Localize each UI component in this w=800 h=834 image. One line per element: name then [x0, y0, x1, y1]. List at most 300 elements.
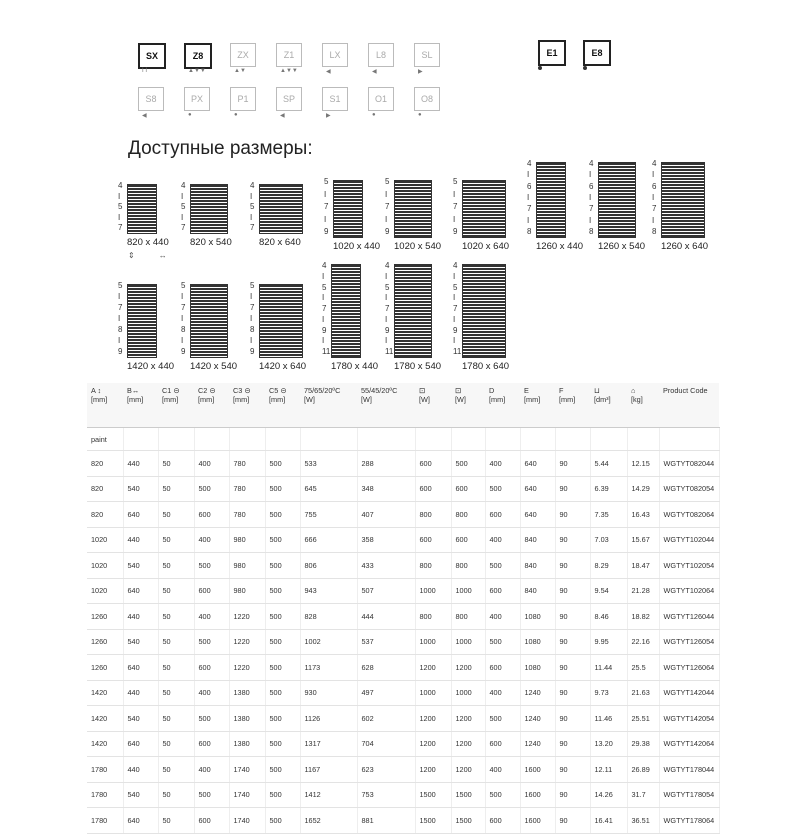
- table-cell: 600: [451, 527, 485, 553]
- empty-cell: [158, 428, 194, 451]
- scale-mark: 5: [385, 177, 390, 186]
- column-header-label: 55/45/20ºC: [361, 386, 398, 395]
- scale-mark: I: [322, 271, 325, 281]
- table-cell: 21.63: [627, 680, 659, 706]
- table-cell: 500: [265, 782, 300, 808]
- column-header: [555, 383, 590, 428]
- scale-mark: I: [250, 191, 253, 201]
- table-cell: 1740: [229, 782, 265, 808]
- table-cell: 600: [451, 476, 485, 502]
- table-cell: 500: [265, 502, 300, 528]
- table-cell: 628: [357, 655, 415, 681]
- scale-mark: 8: [181, 325, 186, 334]
- table-cell: 1220: [229, 604, 265, 630]
- scale-mark: I: [181, 191, 184, 201]
- connection-mark: ◀: [280, 113, 285, 119]
- connection-option-o8: O8: [414, 87, 440, 111]
- scale-mark: I: [118, 212, 121, 222]
- table-cell: 1780: [87, 808, 123, 834]
- table-cell: 400: [485, 604, 520, 630]
- size-label: 1260 x 640: [661, 241, 709, 252]
- table-row: [87, 731, 719, 757]
- column-header: [357, 383, 415, 428]
- radiator-drawing: [259, 284, 303, 358]
- connection-mark: ◀: [142, 113, 147, 119]
- column-header-unit: [mm]: [559, 395, 576, 404]
- table-cell: 500: [194, 629, 229, 655]
- table-cell: 943: [300, 578, 357, 604]
- table-row: [87, 782, 719, 808]
- connection-option-lx: LX: [322, 43, 348, 67]
- scale-mark: I: [118, 191, 121, 201]
- paint-row: [87, 428, 719, 451]
- scale-mark: I: [589, 215, 592, 225]
- scale-mark: I: [385, 336, 388, 346]
- table-cell: 930: [300, 680, 357, 706]
- table-cell: 500: [265, 578, 300, 604]
- scale-mark: 5: [322, 282, 327, 292]
- scale-mark: 5: [453, 177, 458, 186]
- table-row: [87, 808, 719, 834]
- table-cell: 800: [415, 553, 451, 579]
- connection-mark: I I: [142, 68, 148, 74]
- radiator-drawing: [127, 184, 157, 234]
- table-cell: 640: [520, 476, 555, 502]
- scale-mark: I: [453, 314, 456, 324]
- table-cell: 18.47: [627, 553, 659, 579]
- table-cell: 90: [555, 578, 590, 604]
- table-cell: 90: [555, 629, 590, 655]
- table-cell: 1200: [451, 731, 485, 757]
- table-cell: 50: [158, 680, 194, 706]
- table-cell: 288: [357, 451, 415, 477]
- table-cell: 1173: [300, 655, 357, 681]
- table-cell: 8.46: [590, 604, 627, 630]
- table-cell: 14.29: [627, 476, 659, 502]
- connection-option-p1: P1: [230, 87, 256, 111]
- table-cell: WGTYT082054: [659, 476, 719, 502]
- table-cell: WGTYT142054: [659, 706, 719, 732]
- scale-mark: 9: [453, 227, 458, 236]
- table-cell: 600: [485, 578, 520, 604]
- scale-mark: I: [385, 293, 388, 303]
- size-label: 820 x 640: [259, 237, 301, 248]
- table-cell: 25.51: [627, 706, 659, 732]
- table-cell: 500: [265, 731, 300, 757]
- table-cell: 50: [158, 808, 194, 834]
- table-cell: 50: [158, 502, 194, 528]
- connection-mark: ▲▼▼: [188, 68, 206, 74]
- scale-mark: I: [385, 189, 388, 199]
- scale-mark: 5: [118, 281, 123, 290]
- column-header-unit: [mm]: [91, 395, 108, 404]
- scale-mark: I: [181, 292, 184, 301]
- table-cell: 9.54: [590, 578, 627, 604]
- spec-table: [87, 383, 720, 834]
- size-label: 1020 x 640: [462, 241, 510, 252]
- table-cell: 50: [158, 604, 194, 630]
- size-label: 1420 x 640: [259, 361, 307, 372]
- connection-mark: ●: [418, 112, 422, 118]
- size-label: 1020 x 440: [333, 241, 381, 252]
- table-cell: 600: [485, 655, 520, 681]
- column-header: [229, 383, 265, 428]
- table-cell: 50: [158, 527, 194, 553]
- scale-mark: I: [250, 292, 253, 301]
- table-cell: 704: [357, 731, 415, 757]
- table-row: [87, 680, 719, 706]
- scale-mark: 5: [324, 177, 329, 186]
- table-row: [87, 578, 719, 604]
- table-cell: 400: [485, 757, 520, 783]
- radiator-drawing: [394, 264, 432, 358]
- table-cell: 400: [194, 451, 229, 477]
- table-cell: 500: [194, 706, 229, 732]
- width-icon: ↔: [158, 251, 167, 260]
- electric-option-e1: E1: [538, 40, 566, 66]
- table-cell: 90: [555, 451, 590, 477]
- table-cell: 500: [485, 629, 520, 655]
- table-cell: 1380: [229, 731, 265, 757]
- scale-mark: 7: [181, 223, 186, 232]
- size-label: 1260 x 440: [536, 241, 584, 252]
- table-cell: 1002: [300, 629, 357, 655]
- scale-mark: 7: [250, 223, 255, 232]
- table-cell: 840: [520, 578, 555, 604]
- scale-mark: I: [453, 271, 456, 281]
- scale-mark: 9: [385, 325, 390, 335]
- table-cell: 12.11: [590, 757, 627, 783]
- connection-option-sl: SL: [414, 43, 440, 67]
- scale-mark: 9: [324, 227, 329, 236]
- scale-mark: I: [118, 314, 121, 323]
- table-cell: 90: [555, 782, 590, 808]
- column-header-label: ⌂: [631, 386, 636, 395]
- radiator-drawing: [661, 162, 705, 238]
- table-cell: 800: [415, 502, 451, 528]
- table-cell: 400: [194, 604, 229, 630]
- table-cell: 600: [194, 502, 229, 528]
- empty-cell: [659, 428, 719, 451]
- table-cell: 90: [555, 553, 590, 579]
- table-cell: 1600: [520, 808, 555, 834]
- empty-cell: [415, 428, 451, 451]
- scale-mark: I: [385, 271, 388, 281]
- column-header-label: C1 ⊝: [162, 386, 180, 395]
- table-row: [87, 502, 719, 528]
- column-header-label: D: [489, 386, 495, 395]
- table-cell: 1220: [229, 629, 265, 655]
- column-header-label: F: [559, 386, 564, 395]
- heating-element-icon: [583, 66, 587, 70]
- table-cell: 9.73: [590, 680, 627, 706]
- table-cell: 1220: [229, 655, 265, 681]
- column-header-unit: [W]: [304, 395, 315, 404]
- table-cell: WGTYT082044: [659, 451, 719, 477]
- scale-mark: 7: [324, 202, 329, 211]
- table-cell: 500: [265, 808, 300, 834]
- table-row: [87, 706, 719, 732]
- scale-mark: I: [322, 314, 325, 324]
- size-label: 1780 x 540: [394, 361, 442, 372]
- table-cell: 800: [415, 604, 451, 630]
- table-cell: 540: [123, 476, 158, 502]
- table-cell: 640: [520, 451, 555, 477]
- dimension-icons: [128, 251, 167, 260]
- scale-mark: I: [589, 193, 592, 202]
- table-cell: 780: [229, 502, 265, 528]
- table-cell: 800: [451, 502, 485, 528]
- table-cell: 90: [555, 604, 590, 630]
- size-label: 1260 x 540: [598, 241, 646, 252]
- table-cell: 400: [194, 527, 229, 553]
- scale-mark: 8: [250, 325, 255, 334]
- scale-mark: 5: [385, 282, 390, 292]
- table-cell: 90: [555, 476, 590, 502]
- table-row: [87, 476, 719, 502]
- table-cell: 507: [357, 578, 415, 604]
- height-icon: ⇕: [128, 251, 135, 260]
- column-header: [627, 383, 659, 428]
- column-header-unit: [mm]: [198, 395, 215, 404]
- column-header: [265, 383, 300, 428]
- column-header: [415, 383, 451, 428]
- table-cell: 828: [300, 604, 357, 630]
- empty-cell: [194, 428, 229, 451]
- table-cell: 500: [265, 706, 300, 732]
- table-cell: 645: [300, 476, 357, 502]
- table-cell: 400: [485, 451, 520, 477]
- table-cell: 440: [123, 604, 158, 630]
- table-cell: 500: [265, 553, 300, 579]
- table-cell: 1200: [451, 706, 485, 732]
- scale-mark: I: [118, 336, 121, 345]
- radiator-drawing: [259, 184, 303, 234]
- scale-mark: 5: [118, 202, 123, 211]
- table-cell: 1600: [520, 782, 555, 808]
- table-cell: 1080: [520, 604, 555, 630]
- table-cell: 1167: [300, 757, 357, 783]
- table-cell: 1420: [87, 680, 123, 706]
- connection-mark: ●: [372, 112, 376, 118]
- connection-option-sx: SX: [138, 43, 166, 69]
- scale-mark: I: [250, 336, 253, 345]
- table-cell: 600: [415, 451, 451, 477]
- table-cell: 1080: [520, 629, 555, 655]
- column-header: [300, 383, 357, 428]
- table-row: [87, 629, 719, 655]
- connection-mark: ◀: [326, 69, 331, 75]
- table-cell: 1020: [87, 578, 123, 604]
- column-header-unit: [W]: [419, 395, 430, 404]
- scale-mark: 11: [453, 347, 462, 356]
- scale-mark: I: [527, 215, 530, 225]
- empty-cell: [485, 428, 520, 451]
- table-cell: 640: [123, 578, 158, 604]
- column-header-unit: [W]: [361, 395, 372, 404]
- table-cell: 50: [158, 655, 194, 681]
- table-cell: 1780: [87, 782, 123, 808]
- scale-mark: 4: [453, 261, 458, 270]
- size-label: 1780 x 640: [462, 361, 510, 372]
- column-header: [590, 383, 627, 428]
- table-cell: 1200: [415, 731, 451, 757]
- radiator-drawing: [127, 284, 157, 358]
- scale-mark: 4: [181, 181, 186, 190]
- column-header-label: ⊡: [419, 386, 426, 395]
- scale-mark: 11: [322, 347, 331, 356]
- table-cell: 50: [158, 629, 194, 655]
- column-header-label: C3 ⊝: [233, 386, 251, 395]
- table-cell: 1500: [451, 782, 485, 808]
- table-cell: 11.46: [590, 706, 627, 732]
- radiator-drawing: [333, 180, 363, 238]
- scale-mark: 5: [250, 202, 255, 211]
- scale-mark: 6: [527, 181, 532, 191]
- scale-mark: 4: [652, 159, 657, 168]
- table-cell: 820: [87, 502, 123, 528]
- scale-mark: I: [652, 215, 655, 225]
- scale-mark: I: [453, 214, 456, 224]
- column-header-unit: [kg]: [631, 395, 643, 404]
- scale-mark: 11: [385, 347, 394, 356]
- table-cell: 15.67: [627, 527, 659, 553]
- column-header-label: C2 ⊝: [198, 386, 216, 395]
- table-cell: 50: [158, 757, 194, 783]
- table-cell: 840: [520, 527, 555, 553]
- column-header-unit: [mm]: [162, 395, 179, 404]
- connection-mark: ◀: [372, 69, 377, 75]
- table-cell: 13.20: [590, 731, 627, 757]
- scale-mark: 7: [453, 304, 458, 313]
- table-cell: 500: [485, 782, 520, 808]
- column-header: [87, 383, 123, 428]
- table-cell: 640: [520, 502, 555, 528]
- table-cell: 348: [357, 476, 415, 502]
- table-cell: 500: [194, 476, 229, 502]
- column-header-unit: [mm]: [489, 395, 506, 404]
- table-cell: 440: [123, 451, 158, 477]
- table-cell: 1260: [87, 655, 123, 681]
- table-cell: 540: [123, 782, 158, 808]
- table-cell: 90: [555, 757, 590, 783]
- table-cell: 407: [357, 502, 415, 528]
- table-cell: 1260: [87, 629, 123, 655]
- table-cell: 500: [265, 629, 300, 655]
- table-cell: 400: [485, 680, 520, 706]
- table-cell: 540: [123, 553, 158, 579]
- scale-mark: I: [652, 193, 655, 202]
- scale-mark: 8: [652, 227, 657, 236]
- heating-element-icon: [538, 66, 542, 70]
- table-cell: 18.82: [627, 604, 659, 630]
- table-cell: 800: [451, 604, 485, 630]
- table-cell: 1780: [87, 757, 123, 783]
- table-cell: 90: [555, 808, 590, 834]
- connection-option-s1: S1: [322, 87, 348, 111]
- size-label: 1020 x 540: [394, 241, 442, 252]
- table-cell: WGTYT142044: [659, 680, 719, 706]
- scale-mark: 9: [181, 347, 186, 356]
- scale-mark: 6: [589, 181, 594, 191]
- table-cell: 602: [357, 706, 415, 732]
- empty-cell: [590, 428, 627, 451]
- connection-option-zx: ZX: [230, 43, 256, 67]
- table-cell: 1020: [87, 527, 123, 553]
- table-cell: 753: [357, 782, 415, 808]
- table-cell: 90: [555, 502, 590, 528]
- connection-mark: ▶: [326, 113, 331, 119]
- table-row: [87, 604, 719, 630]
- table-cell: 1080: [520, 655, 555, 681]
- table-cell: 497: [357, 680, 415, 706]
- table-cell: 640: [123, 655, 158, 681]
- table-cell: 500: [485, 476, 520, 502]
- scale-mark: 4: [589, 159, 594, 168]
- column-header-label: A ↕: [91, 386, 102, 395]
- table-cell: 400: [194, 680, 229, 706]
- scale-mark: 6: [652, 181, 657, 191]
- scale-mark: 7: [652, 204, 657, 214]
- table-cell: 1240: [520, 680, 555, 706]
- scale-mark: I: [181, 314, 184, 323]
- table-row: [87, 655, 719, 681]
- scale-mark: I: [322, 293, 325, 303]
- table-cell: WGTYT082064: [659, 502, 719, 528]
- scale-mark: I: [324, 214, 327, 224]
- table-cell: 6.39: [590, 476, 627, 502]
- table-cell: 600: [485, 731, 520, 757]
- scale-mark: 5: [181, 202, 186, 211]
- table-cell: 16.43: [627, 502, 659, 528]
- table-cell: 540: [123, 629, 158, 655]
- connection-option-l8: L8: [368, 43, 394, 67]
- table-cell: 780: [229, 451, 265, 477]
- scale-mark: I: [385, 314, 388, 324]
- table-cell: 755: [300, 502, 357, 528]
- table-cell: 7.03: [590, 527, 627, 553]
- size-label: 1420 x 440: [127, 361, 175, 372]
- table-cell: 980: [229, 578, 265, 604]
- scale-mark: 7: [118, 223, 123, 232]
- table-cell: 90: [555, 731, 590, 757]
- scale-mark: 9: [453, 325, 458, 335]
- table-cell: 31.7: [627, 782, 659, 808]
- table-cell: WGTYT126054: [659, 629, 719, 655]
- column-header-label: ⊡: [455, 386, 462, 395]
- size-label: 1780 x 440: [331, 361, 379, 372]
- table-cell: 500: [485, 706, 520, 732]
- table-cell: 440: [123, 757, 158, 783]
- table-cell: 1200: [415, 655, 451, 681]
- scale-mark: I: [453, 293, 456, 303]
- table-cell: 881: [357, 808, 415, 834]
- scale-mark: 5: [250, 281, 255, 290]
- table-cell: 16.41: [590, 808, 627, 834]
- table-cell: 540: [123, 706, 158, 732]
- column-header-label: C5 ⊝: [269, 386, 287, 395]
- table-cell: 640: [123, 731, 158, 757]
- scale-mark: 8: [118, 325, 123, 334]
- table-cell: 533: [300, 451, 357, 477]
- table-cell: 500: [265, 527, 300, 553]
- table-cell: 50: [158, 578, 194, 604]
- scale-mark: 7: [385, 304, 390, 313]
- table-cell: 1000: [415, 578, 451, 604]
- scale-mark: 9: [250, 347, 255, 356]
- table-cell: 1500: [415, 782, 451, 808]
- table-cell: WGTYT126044: [659, 604, 719, 630]
